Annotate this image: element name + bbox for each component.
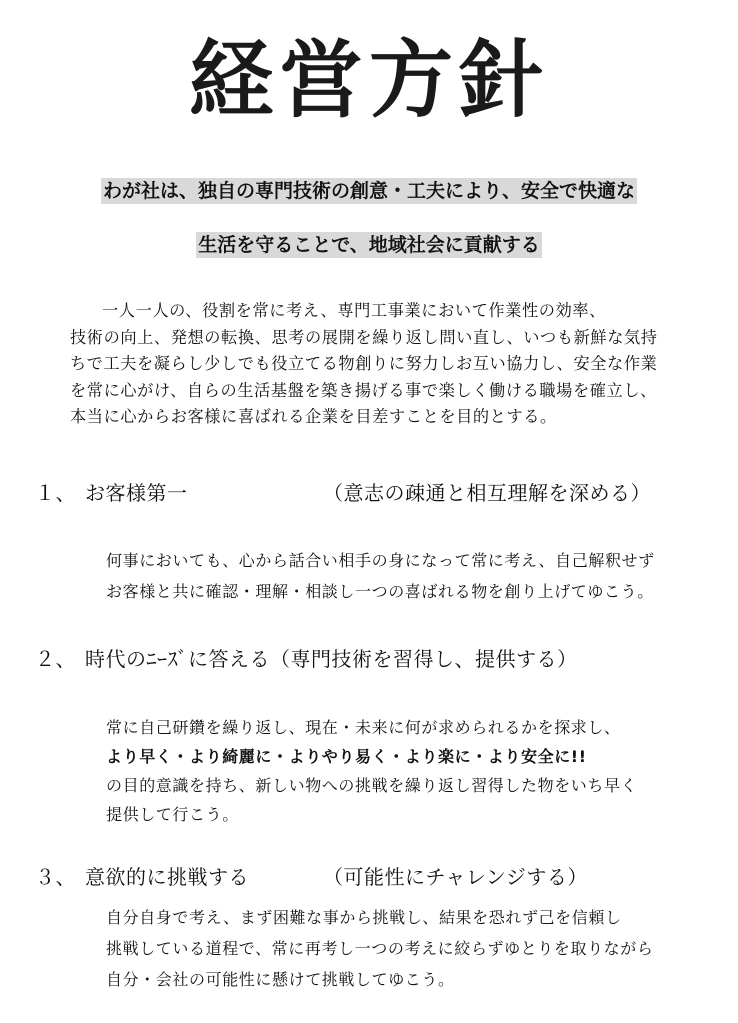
intro-line: 技術の向上、発想の転換、思考の展開を繰り返し問い直し、いつも新鮮な気持 <box>70 327 658 347</box>
intro-line: ちで工夫を凝らし少しでも役立てる物創りに努力しお互い協力し、安全な作業 <box>70 354 658 374</box>
page-title: 経営方針 <box>188 30 549 129</box>
section-1-heading <box>35 478 651 508</box>
motto-line-2-text: 生活を守ることで、地域社会に貢献する <box>198 234 540 256</box>
body-line: 自分自身で考え、まず困難な事から挑戦し、結果を恐れず己を信頼し <box>106 908 622 927</box>
body-line: 自分・会社の可能性に懸けて挑戦してゆこう。 <box>106 970 455 989</box>
body-line: 何事においても、心から話合い相手の身になって常に考え、自己解釈せず <box>106 551 655 570</box>
motto-line-2 <box>0 230 738 260</box>
body-line: お客様と共に確認・理解・相談し一つの喜ばれる物を創り上げてゆこう。 <box>106 582 654 601</box>
body-line: 提供して行こう。 <box>106 805 239 824</box>
section-number: ３、 <box>35 865 76 889</box>
body-line-emphasis: より早く・より綺麗に・よりやり易く・より楽に・より安全に!! <box>106 747 587 766</box>
section-1-body <box>106 545 726 607</box>
section-title: 時代のﾆｰｽﾞに答える（専門技術を習得し、提供する） <box>85 647 578 671</box>
section-2-heading <box>35 644 578 674</box>
section-2-body <box>106 713 726 829</box>
section-number: ２、 <box>35 647 76 671</box>
body-line: の目的意識を持ち、新しい物への挑戦を繰り返し習得した物をいち早く <box>106 776 638 795</box>
section-title: お客様第一 <box>85 481 188 505</box>
body-line: 挑戦している道程で、常に再考し一つの考えに絞らずゆとりを取りながら <box>106 939 654 958</box>
section-subtitle: （可能性にチャレンジする） <box>323 865 588 889</box>
intro-line: 一人一人の、役割を常に考え、専門工事業において作業性の効率、 <box>102 301 606 320</box>
section-title: 意欲的に挑戦する <box>85 865 249 889</box>
section-3-body <box>106 902 726 995</box>
body-line: 常に自己研鑽を繰り返し、現在・未来に何が求められるかを探求し、 <box>106 718 621 737</box>
intro-line: を常に心がけ、自らの生活基盤を築き揚げる事で楽しく働ける職場を確立し、 <box>70 380 657 400</box>
section-number: １、 <box>35 481 76 505</box>
intro-line: 本当に心からお客様に喜ばれる企業を目差すことを目的とする。 <box>70 407 557 427</box>
motto-line-1 <box>0 176 738 206</box>
intro-paragraph <box>70 298 718 431</box>
motto-line-1-text: わが社は、独自の専門技術の創意・工夫により、安全で快適な <box>102 180 635 202</box>
section-subtitle: （意志の疎通と相互理解を深める） <box>323 481 651 505</box>
section-3-heading <box>35 862 588 892</box>
